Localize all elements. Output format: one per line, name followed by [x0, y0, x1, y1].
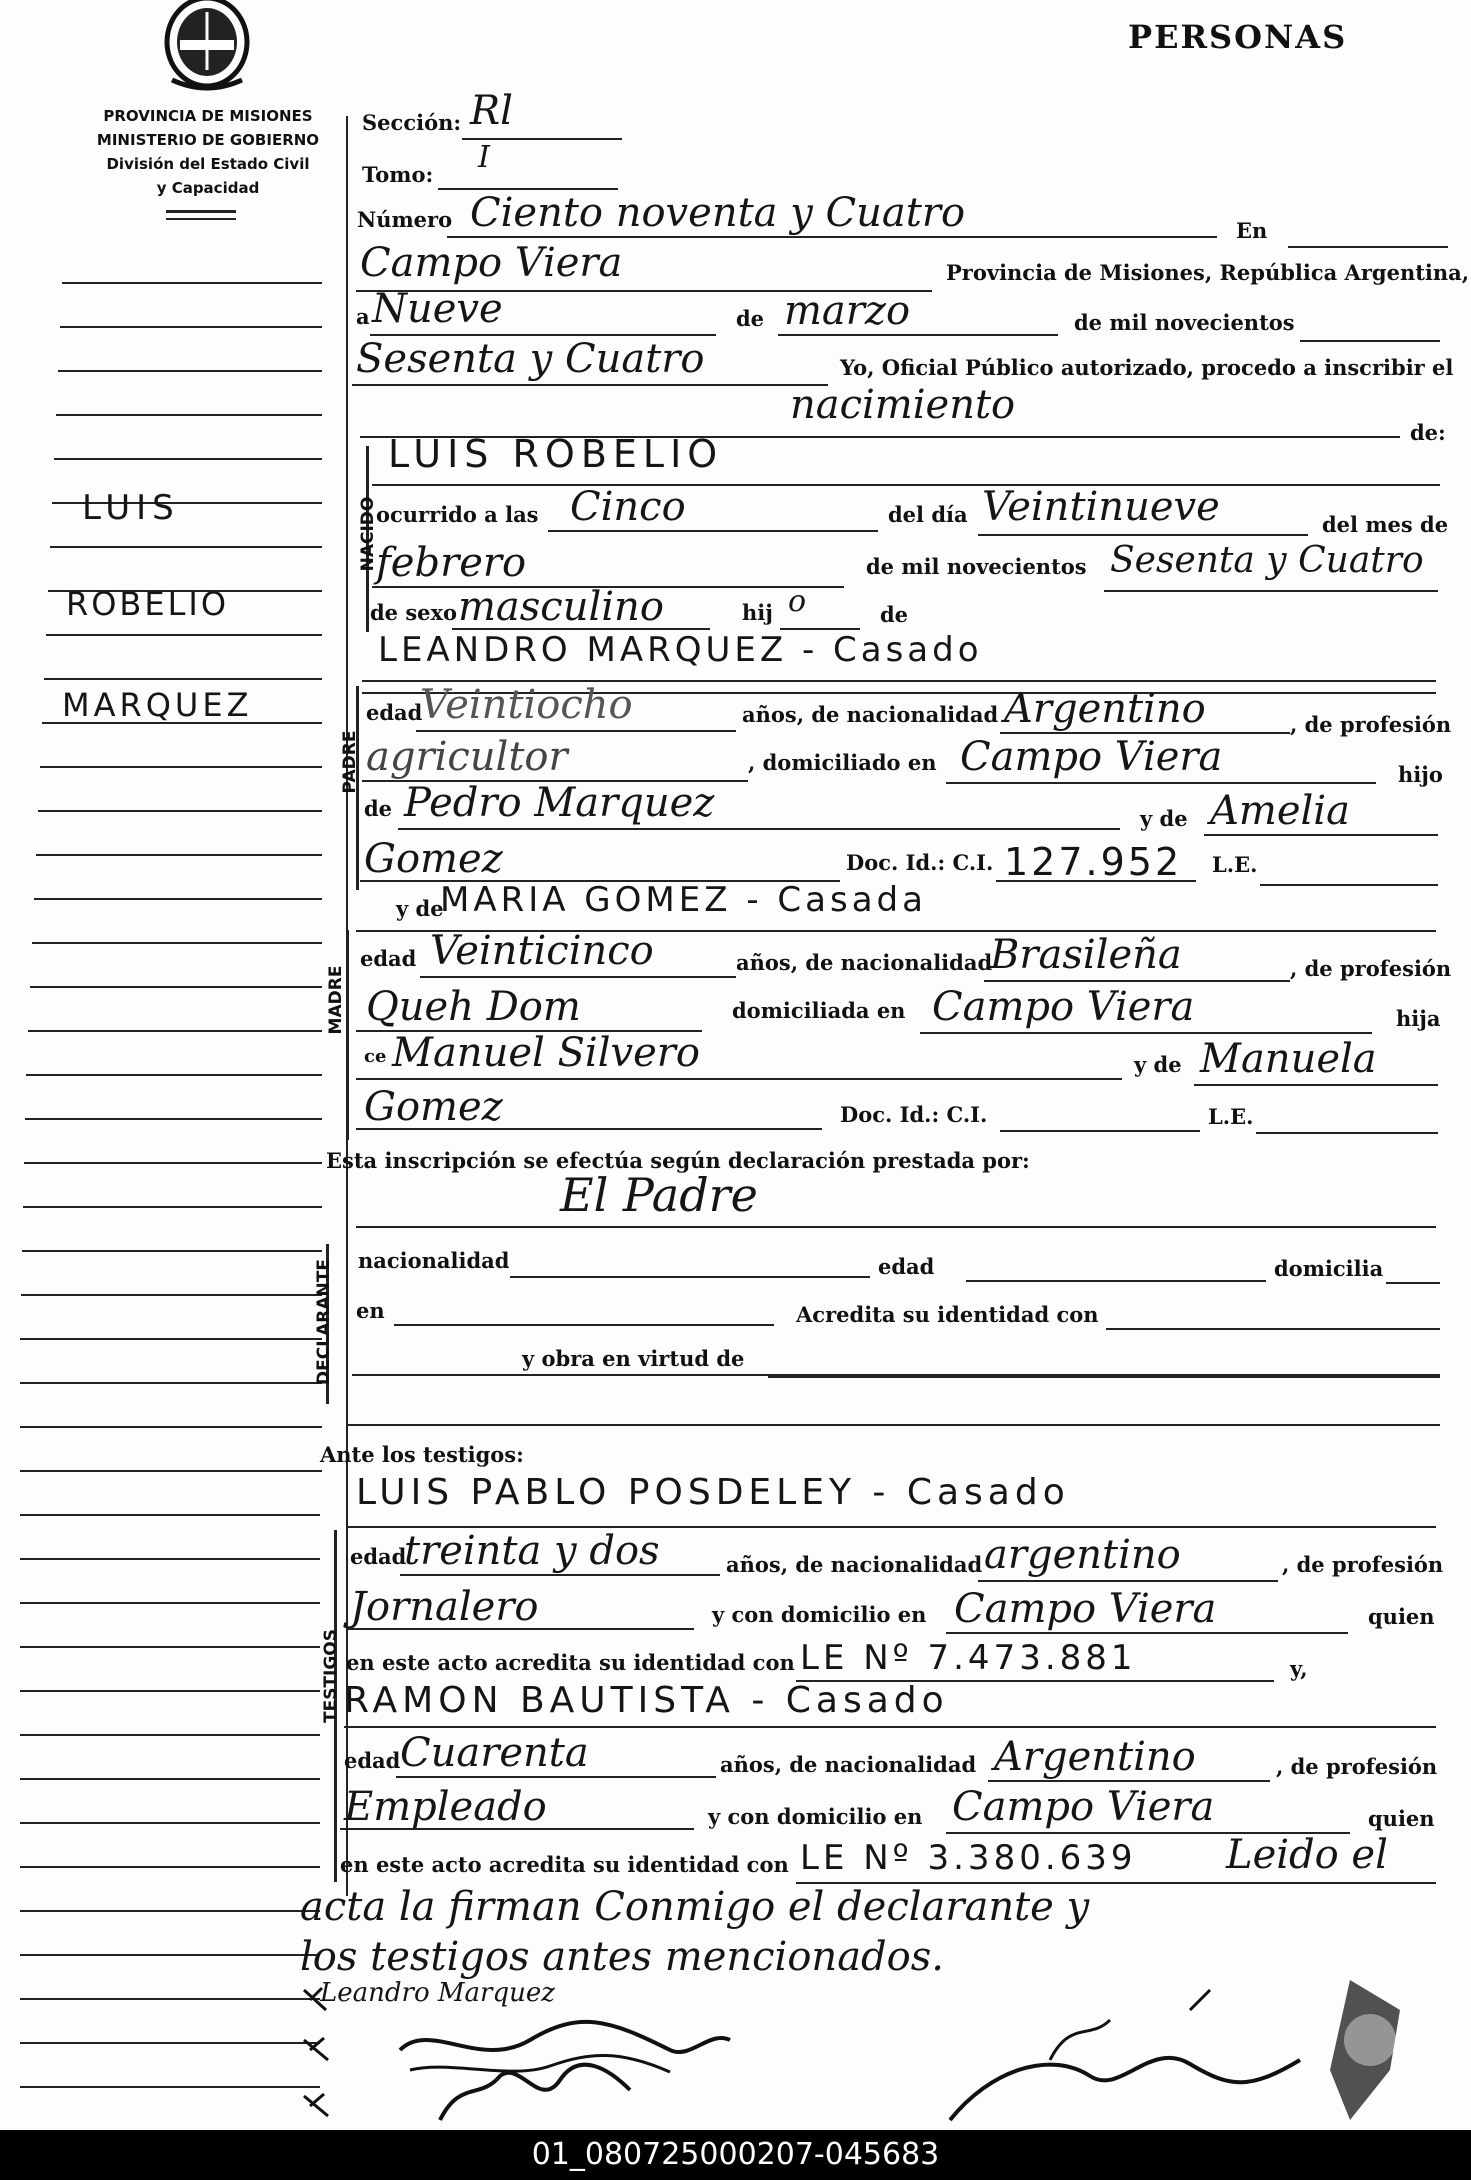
padre-ci-value: 127.952 — [1004, 840, 1183, 884]
abuela-materna-2: Gomez — [364, 1084, 503, 1130]
numero-value: Ciento noventa y Cuatro — [470, 190, 966, 236]
madre-domicilio-value: Campo Viera — [932, 984, 1195, 1030]
testigos-side-label: TESTIGOS — [321, 1628, 341, 1724]
tomo-label: Tomo: — [362, 162, 434, 187]
padre-nacionalidad-label: años, de nacionalidad — [742, 702, 999, 727]
madre-side-label: MADRE — [326, 965, 346, 1035]
sexo-label: de sexo — [370, 600, 458, 625]
testigo2-domicilio-value: Campo Viera — [952, 1784, 1215, 1830]
hora-value: Cinco — [570, 484, 686, 530]
de-label: de — [736, 306, 765, 331]
decl-acredita-label: Acredita su identidad con — [796, 1302, 1099, 1327]
domiciliado-label: , domiciliado en — [748, 750, 937, 775]
division-name-2: y Capacidad — [156, 179, 260, 197]
de-colon-label: de: — [1410, 420, 1446, 445]
padre-edad-label: edad — [366, 700, 423, 725]
testigo2-edad-label: edad — [344, 1748, 401, 1773]
testigo1-edad-value: treinta y dos — [404, 1528, 660, 1574]
testigo2-nacionalidad-label: años, de nacionalidad — [720, 1752, 977, 1777]
declarante-side-label: DECLARANTE — [314, 1259, 334, 1385]
testigo2-quien-label: quien — [1368, 1806, 1435, 1831]
del-mes-label: del mes de — [1322, 512, 1449, 537]
page-title: PERSONAS — [1128, 18, 1348, 56]
decl-domicilia-label: domicilia — [1274, 1256, 1384, 1281]
ce-label: ce — [364, 1046, 387, 1067]
madre-doc-label: Doc. Id.: C.I. — [840, 1102, 988, 1127]
abuelo-materno-value: Manuel Silvero — [392, 1030, 700, 1076]
madre-edad-label: edad — [360, 946, 417, 971]
madre-nacionalidad-value: Brasileña — [990, 932, 1182, 978]
testigo1-y-label: y, — [1290, 1656, 1308, 1681]
testigo1-domicilio-value: Campo Viera — [954, 1586, 1217, 1632]
padre-nacionalidad-value: Argentino — [1004, 686, 1206, 732]
testigo1-edad-label: edad — [350, 1544, 407, 1569]
margin-name-surname: MARQUEZ — [62, 686, 253, 724]
mil-novecientos-label: de mil novecientos — [1074, 310, 1295, 335]
testigo1-domicilio-label: y con domicilio en — [712, 1602, 927, 1627]
firma-padre: Leandro Marquez — [320, 1978, 555, 2008]
issuer-block — [80, 104, 336, 200]
decl-nacionalidad-label: nacionalidad — [358, 1248, 510, 1273]
oficial-label: Yo, Oficial Público autorizado, procedo a inscribir el — [840, 355, 1454, 380]
testigo2-domicilio-label: y con domicilio en — [708, 1804, 923, 1829]
official-stamp-mark — [1330, 1980, 1400, 2120]
en-label: En — [1236, 218, 1268, 243]
ocurrido-label: ocurrido a las — [376, 502, 539, 527]
province-name: PROVINCIA DE MISIONES — [103, 107, 313, 125]
declarante-value: El Padre — [560, 1168, 758, 1222]
sexo-value: masculino — [458, 584, 664, 630]
decl-en-label: en — [356, 1298, 385, 1323]
testigo1-nacionalidad-label: años, de nacionalidad — [726, 1552, 983, 1577]
madre-nacionalidad-label: años, de nacionalidad — [736, 950, 993, 975]
abuela-paterna-2: Gomez — [364, 836, 503, 882]
coat-of-arms-seal — [162, 0, 252, 92]
madre-edad-value: Veinticinco — [430, 928, 654, 974]
madre-profesion-label: , de profesión — [1290, 956, 1452, 981]
madre-profesion-value: Queh Dom — [366, 984, 581, 1030]
division-name: División del Estado Civil — [106, 155, 310, 173]
y-de-madre-label: y de — [396, 896, 444, 921]
padre-side-label: PADRE — [340, 730, 360, 794]
ano-nac-value: Sesenta y Cuatro — [1110, 540, 1424, 581]
document-code-bar: 01_080725000207-045683 — [0, 2130, 1471, 2180]
hij-suffix: o — [788, 584, 807, 619]
testigo2-doc-value: LE Nº 3.380.639 — [800, 1838, 1137, 1878]
cierre-linea-3: los testigos antes mencionados. — [300, 1934, 944, 1980]
margin-name-first: LUIS — [82, 488, 180, 528]
testigo1-quien-label: quien — [1368, 1604, 1435, 1629]
cierre-linea-1: Leido el — [1226, 1832, 1388, 1878]
padre-profesion-label: , de profesión — [1290, 712, 1452, 737]
y-de-label: y de — [1140, 806, 1188, 831]
padre-edad-value: Veintiocho — [420, 682, 633, 728]
ano-value: Sesenta y Cuatro — [356, 336, 705, 382]
abuelo-paterno-value: Pedro Marquez — [404, 780, 715, 826]
de-nac-label: de — [880, 602, 909, 627]
de-abuelo-label: de — [364, 796, 393, 821]
decl-obra-label: y obra en virtud de — [522, 1346, 745, 1371]
hijo-label: hijo — [1398, 762, 1443, 787]
testigo2-profesion-value: Empleado — [344, 1784, 547, 1830]
testigo1-acredita-label: en este acto acredita su identidad con — [346, 1650, 795, 1675]
numero-label: Número — [357, 207, 453, 232]
madre-nombre-value: MARIA GOMEZ - Casada — [440, 880, 927, 920]
domiciliada-label: domiciliada en — [732, 998, 906, 1023]
le-label: L.E. — [1212, 852, 1258, 877]
dia-nac-value: Veintinueve — [982, 484, 1220, 530]
testigo2-acredita-label: en este acto acredita su identidad con — [340, 1852, 789, 1877]
provincia-label: Provincia de Misiones, República Argentina, — [946, 260, 1470, 285]
testigo2-nacionalidad-value: Argentino — [994, 1734, 1196, 1780]
padre-nombre-value: LEANDRO MARQUEZ - Casado — [378, 630, 983, 670]
mil-novecientos-nac-label: de mil novecientos — [866, 554, 1087, 579]
nacido-side-label: NACIDO — [358, 496, 378, 572]
cierre-linea-2: acta la firman Conmigo el declarante y — [300, 1884, 1090, 1930]
seccion-label: Sección: — [362, 110, 462, 135]
madre-le-label: L.E. — [1208, 1104, 1254, 1129]
testigo1-profesion-value: Jornalero — [350, 1584, 539, 1630]
doc-id-label: Doc. Id.: C.I. — [846, 850, 994, 875]
dia-value: Nueve — [372, 286, 503, 332]
testigo2-edad-value: Cuarenta — [400, 1730, 589, 1776]
tomo-value: I — [478, 140, 490, 175]
ante-testigos-label: Ante los testigos: — [320, 1442, 524, 1467]
nombre-value: LUIS ROBELIO — [388, 432, 724, 476]
abuela-paterna-1: Amelia — [1210, 788, 1350, 834]
testigo2-profesion-label: , de profesión — [1276, 1754, 1438, 1779]
hij-label: hij — [742, 600, 773, 625]
a-label: a — [356, 304, 370, 329]
testigo1-profesion-label: , de profesión — [1282, 1552, 1444, 1577]
abuela-materna-1: Manuela — [1200, 1036, 1377, 1082]
padre-domicilio-value: Campo Viera — [960, 734, 1223, 780]
testigo1-doc-value: LE Nº 7.473.881 — [800, 1638, 1137, 1678]
ministry-name: MINISTERIO DE GOBIERNO — [96, 131, 320, 149]
margin-name-second: ROBELIO — [66, 585, 230, 623]
lugar-value: Campo Viera — [360, 240, 623, 286]
hija-label: hija — [1396, 1006, 1441, 1031]
mes-value: marzo — [784, 288, 911, 334]
decl-edad-label: edad — [878, 1254, 935, 1279]
y-de-madre-abuela-label: y de — [1134, 1052, 1182, 1077]
seccion-value: Rl — [470, 88, 513, 134]
testigo1-nombre-value: LUIS PABLO POSDELEY - Casado — [356, 1472, 1070, 1513]
padre-profesion-value: agricultor — [366, 734, 568, 780]
inscripcion-label: Esta inscripción se efectúa según declaración prestada por: — [326, 1148, 1030, 1173]
testigo2-nombre-value: RAMON BAUTISTA - Casado — [344, 1680, 949, 1721]
del-dia-label: del día — [888, 502, 968, 527]
mes-nac-value: febrero — [376, 540, 527, 586]
testigo1-nacionalidad-value: argentino — [984, 1532, 1181, 1578]
acto-value: nacimiento — [790, 382, 1016, 428]
